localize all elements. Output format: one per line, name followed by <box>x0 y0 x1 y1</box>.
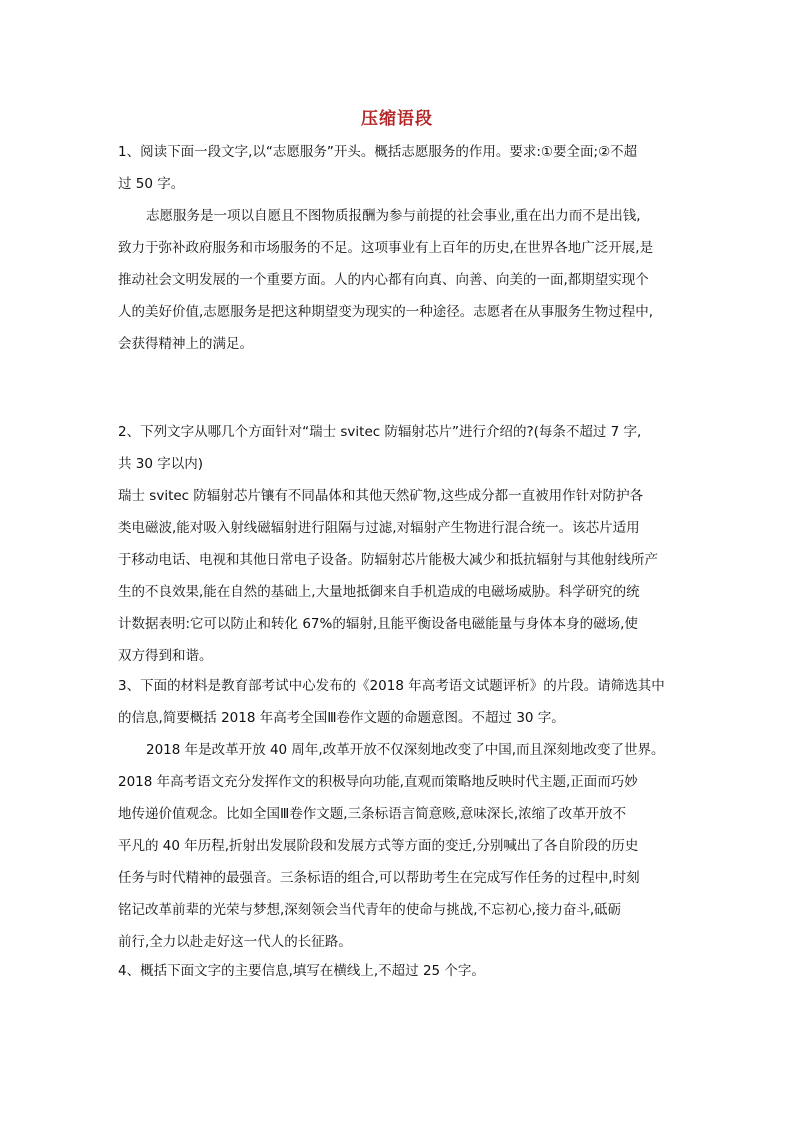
text-line: 4、概括下面文字的主要信息,填写在横线上,不超过 25 个字。 <box>118 963 485 979</box>
text-line: 2、下列文字从哪几个方面针对“瑞士 svitec 防辐射芯片”进行介绍的?(每条不超过 7 字, <box>118 424 642 440</box>
text-line: 铭记改革前辈的光荣与梦想,深刻领会当代青年的使命与挑战,不忘初心,接力奋斗,砥砺 <box>118 902 622 918</box>
text-line: 双方得到和谐。 <box>118 648 213 664</box>
question-2-passage <box>118 480 680 672</box>
question-3-passage <box>118 734 680 958</box>
text-line: 2018 年高考语文充分发挥作文的积极导向功能,直观而策略地反映时代主题,正面而巧妙 <box>118 774 638 790</box>
text-line: 人的美好价值,志愿服务是把这种期望变为现实的一种途径。志愿者在从事服务生物过程中, <box>118 304 654 320</box>
text-line: 2018 年是改革开放 40 周年,改革开放不仅深刻地改变了中国,而且深刻地改变了世界。 <box>146 742 665 758</box>
question-1-passage <box>118 200 680 360</box>
question-4-prompt <box>118 955 680 987</box>
text-line: 前行,全力以赴走好这一代人的长征路。 <box>118 934 352 950</box>
question-1-prompt <box>118 136 680 200</box>
text-line: 3、下面的材料是教育部考试中心发布的《2018 年高考语文试题评析》的片段。请筛选其中 <box>118 678 665 694</box>
text-line: 志愿服务是一项以自愿且不图物质报酬为参与前提的社会事业,重在出力而不是出钱, <box>146 208 641 224</box>
text-line: 任务与时代精神的最强音。三条标语的组合,可以帮助考生在完成写作任务的过程中,时刻 <box>118 870 640 886</box>
text-line: 过 50 字。 <box>118 176 185 192</box>
text-line: 致力于弥补政府服务和市场服务的不足。这项事业有上百年的历史,在世界各地广泛开展,是 <box>118 240 654 256</box>
text-line: 会获得精神上的满足。 <box>118 336 253 352</box>
text-line: 于移动电话、电视和其他日常电子设备。防辐射芯片能极大减少和抵抗辐射与其他射线所产 <box>118 552 658 568</box>
text-line: 类电磁波,能对吸入射线磁辐射进行阻隔与过滤,对辐射产生物进行混合统一。该芯片适用 <box>118 520 640 536</box>
text-line: 平凡的 40 年历程,折射出发展阶段和发展方式等方面的变迁,分别喊出了各自阶段的历史 <box>118 838 639 854</box>
text-line: 计数据表明:它可以防止和转化 67%的辐射,且能平衡设备电磁能量与身体本身的磁场,使 <box>118 616 638 632</box>
question-3-prompt <box>118 670 680 734</box>
text-line: 的信息,简要概括 2018 年高考全国Ⅲ卷作文题的命题意图。不超过 30 字。 <box>118 710 565 726</box>
question-2-prompt <box>118 416 680 480</box>
text-line: 瑞士 svitec 防辐射芯片镶有不同晶体和其他天然矿物,这些成分都一直被用作针对防护各 <box>118 488 644 504</box>
text-line: 地传递价值观念。比如全国Ⅲ卷作文题,三条标语言简意赅,意味深长,浓缩了改革开放不 <box>118 806 627 822</box>
text-line: 1、阅读下面一段文字,以“志愿服务”开头。概括志愿服务的作用。要求:①要全面;②不超 <box>118 144 638 160</box>
text-line: 生的不良效果,能在自然的基础上,大量地抵御来自手机造成的电磁场威胁。科学研究的统 <box>118 584 640 600</box>
text-line: 共 30 字以内) <box>118 456 204 472</box>
text-line: 推动社会文明发展的一个重要方面。人的内心都有向真、向善、向美的一面,都期望实现个 <box>118 272 649 288</box>
page-title: 压缩语段 <box>361 109 433 129</box>
